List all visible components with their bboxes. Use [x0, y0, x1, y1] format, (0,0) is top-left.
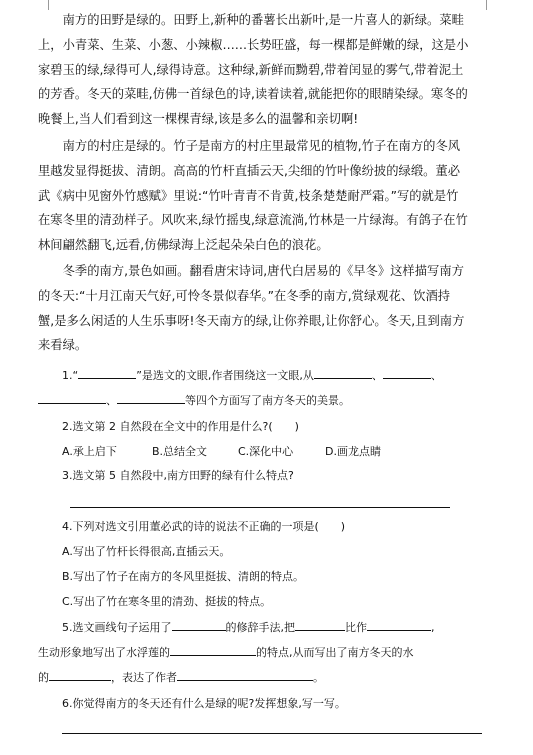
question-text: 、	[430, 369, 442, 382]
answer-line[interactable]	[70, 507, 450, 508]
question-1	[62, 367, 442, 383]
text-line: 的冬天:“十月江南天气好,可怜冬景似春华。”在冬季的南方,赏绿观花、饮酒持	[38, 288, 451, 303]
question-5-cont	[38, 644, 414, 660]
text-line: 蟹,是多么闲适的人生乐事呀!冬天南方的绿,让你养眼,让你舒心。冬天,且到南方	[38, 313, 465, 328]
question-text: 、	[106, 394, 117, 407]
paragraph-fields	[38, 8, 490, 132]
question-text: 6.你觉得南方的冬天还有什么是绿的呢?发挥想象,写一写。	[62, 697, 346, 710]
question-1-cont	[38, 392, 350, 408]
option-c[interactable]	[238, 443, 293, 459]
text-line: 林间翩然翻飞,远看,仿佛绿海上泛起朵朵白色的浪花。	[38, 238, 329, 253]
answer-blank[interactable]	[314, 367, 372, 379]
text-line: 里越发显得挺拔、清朗。高高的竹杆直插云天,尖细的竹叶像纷披的绿缎。董必	[38, 163, 461, 178]
question-text: 生动形象地写出了水浮莲的	[38, 646, 170, 659]
answer-blank[interactable]	[49, 669, 111, 681]
answer-blank[interactable]	[295, 619, 345, 631]
text-line: 南方的田野是绿的。田野上,新种的番薯长出新叶,是一片喜人的新绿。菜畦	[38, 13, 464, 27]
question-6	[62, 695, 346, 711]
answer-blank[interactable]	[170, 644, 256, 656]
question-text: ，表达了作者	[111, 671, 177, 684]
option-label: B.总结全文	[152, 445, 208, 458]
option-label: B.写出了竹子在南方的冬风里挺拔、清朗的特点。	[62, 570, 305, 583]
question-5-cont2	[38, 669, 324, 685]
option-label: A.承上启下	[62, 445, 117, 458]
answer-blank[interactable]	[38, 392, 106, 404]
text-line: 上，小青菜、生菜、小葱、小辣椒……长势旺盛，每一棵都是鲜嫩的绿，这是小	[38, 37, 469, 52]
answer-blank[interactable]	[172, 619, 226, 631]
question-text: 。	[313, 671, 324, 684]
answer-blank[interactable]	[367, 619, 431, 631]
option-c[interactable]	[62, 593, 271, 609]
question-5	[62, 619, 435, 635]
question-text: 等四个方面写了南方冬天的美景。	[185, 394, 350, 407]
question-text: 的	[38, 671, 49, 684]
text-line: 武《病中见窗外竹感赋》里说:“竹叶青青不肯黄,枝条楚楚耐严霜。”写的就是竹	[38, 188, 459, 203]
question-text: 4.下列对选文引用董必武的诗的说法不正确的一项是( )	[62, 520, 346, 533]
text-line: 在寒冬里的清劲样子。风吹来,绿竹摇曳,绿意流淌,竹林是一片绿海。有鸽子在竹	[38, 213, 468, 228]
question-text: ,	[431, 621, 435, 634]
answer-blank[interactable]	[117, 392, 185, 404]
option-label: A.写出了竹杆长得很高,直插云天。	[62, 545, 231, 558]
question-text: 的特点,从而写出了南方冬天的水	[256, 646, 414, 659]
question-2	[62, 418, 299, 434]
option-b[interactable]	[62, 568, 304, 584]
text-line: 家碧玉的绿,绿得可人,绿得诗意。这种绿,新鲜而黝碧,带着闰显的雾气,带着泥土	[38, 62, 464, 77]
paragraph-scenery	[38, 259, 490, 358]
text-line: 来看绿。	[38, 338, 88, 353]
option-label: C.深化中心	[238, 445, 294, 458]
question-text: 比作	[345, 621, 367, 634]
question-text: 的修辞手法,把	[225, 621, 295, 634]
paragraph-village	[38, 134, 490, 258]
question-4	[62, 518, 345, 534]
question-3	[62, 467, 294, 483]
question-text: 3.选文第 5 自然段中,南方田野的绿有什么特点?	[62, 469, 294, 482]
question-text: ”是选文的文眼,作者围绕这一文眼,从	[136, 369, 314, 382]
text-line: 冬季的南方,景色如画。翻看唐宋诗词,唐代白居易的《早冬》这样描写南方	[38, 264, 464, 278]
option-a[interactable]	[62, 443, 117, 459]
text-line: 的芳香。冬天的菜畦,仿佛一首绿色的诗,读着读着,就能把你的眼睛染绿。寒冬的	[38, 87, 468, 102]
answer-blank[interactable]	[78, 367, 136, 379]
answer-blank[interactable]	[383, 367, 431, 379]
option-d[interactable]	[325, 443, 381, 459]
question-text: 2.选文第 2 自然段在全文中的作用是什么?( )	[62, 420, 299, 433]
answer-blank[interactable]	[177, 669, 313, 681]
option-label: C.写出了竹在寒冬里的清劲、挺拔的特点。	[62, 595, 272, 608]
answer-line[interactable]	[62, 733, 482, 734]
question-text: 1.“	[62, 369, 79, 382]
question-text: 、	[371, 369, 383, 382]
option-a[interactable]	[62, 543, 230, 559]
option-label: D.画龙点睛	[325, 445, 381, 458]
text-line: 南方的村庄是绿的。竹子是南方的村庄里最常见的植物,竹子在南方的冬风	[38, 139, 461, 153]
text-line: 晚餐上,当人们看到这一棵棵青绿,该是多么的温馨和亲切啊!	[38, 112, 359, 127]
question-text: 5.选文画线句子运用了	[62, 621, 172, 634]
option-b[interactable]	[152, 443, 207, 459]
